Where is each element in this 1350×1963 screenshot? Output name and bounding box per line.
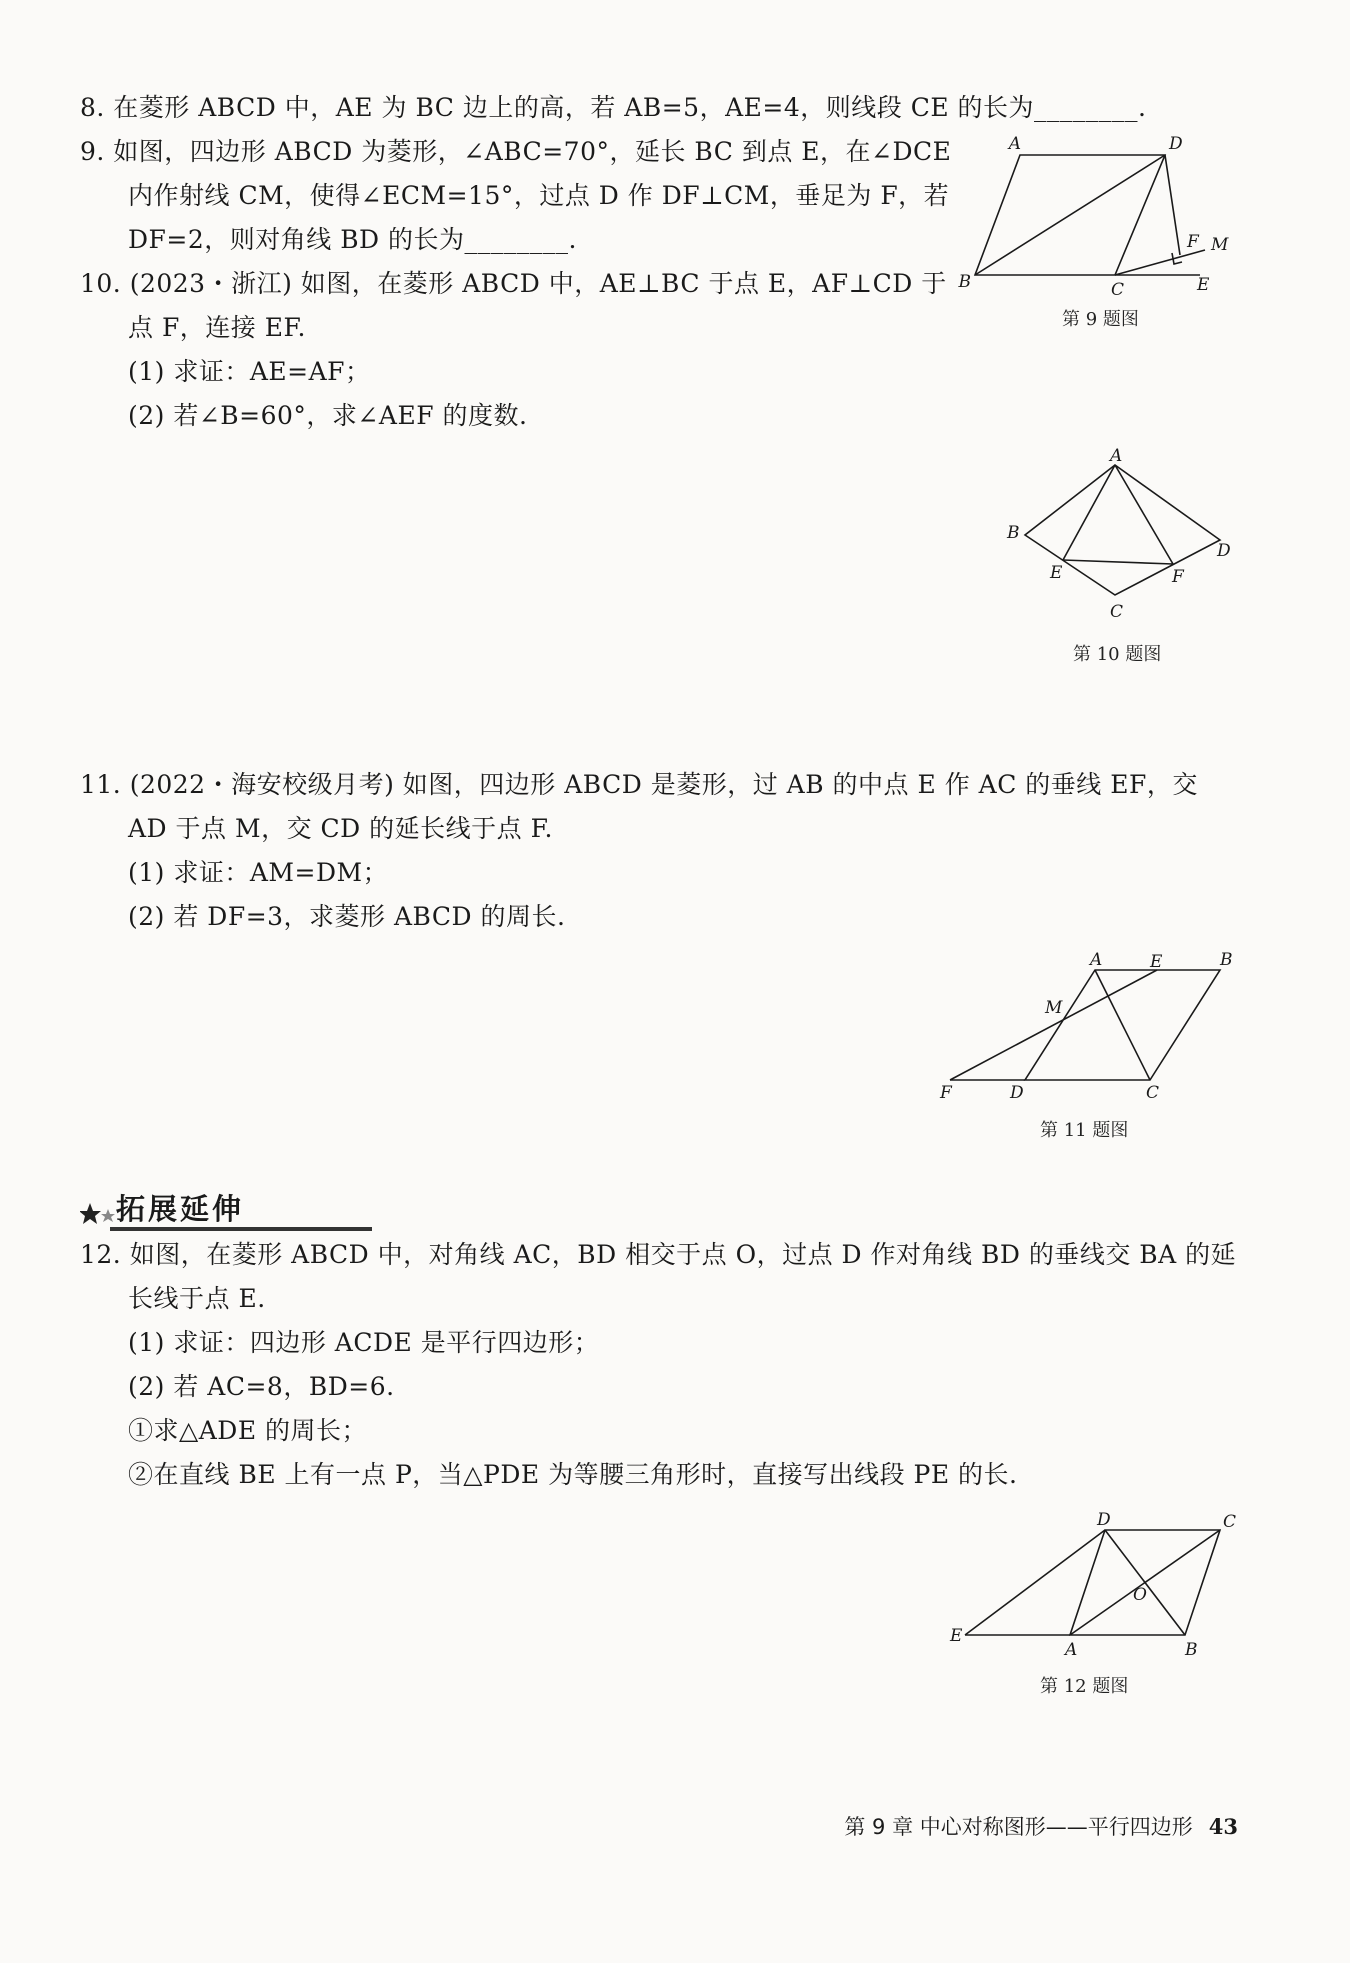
problem-11-part-1: (1) 求证：AM=DM； [128,858,389,887]
figure-9 [958,134,1235,300]
chapter-title: 第 9 章 中心对称图形——平行四边形 [844,1815,1193,1839]
fig9-label-c: C [1111,280,1125,300]
fig10-segment-ef [1063,560,1173,564]
fig10-label-f: F [1172,567,1184,587]
problem-8-line-1: 8. 在菱形 ABCD 中，AE 为 BC 边上的高，若 AB=5，AE=4，则线段 CE 的长为________. [80,93,1147,122]
fig10-label-e: E [1050,563,1063,583]
problem-11-line-2: AD 于点 M，交 CD 的延长线于点 F. [128,814,554,843]
fig11-label-b: B [1220,950,1233,970]
fig12-label-b: B [1185,1640,1198,1660]
fig12-label-e: E [950,1626,963,1646]
fig11-label-m: M [1045,998,1063,1018]
problem-11-line-1: 11. (2022・海安校级月考) 如图，四边形 ABCD 是菱形，过 AB 的中点 E 作 AC 的垂线 EF，交 [80,770,1198,799]
fig9-label-e: E [1197,275,1210,295]
page-footer [844,1811,1238,1841]
problem-9-line-1: 9. 如图，四边形 ABCD 为菱形，∠ABC=70°，延长 BC 到点 E，在∠DCE [80,137,952,166]
problem-12-part-1: (1) 求证：四边形 ACDE 是平行四边形； [128,1328,600,1357]
figure-11-caption: 第 11 题图 [1040,1120,1129,1141]
fig12-segment-ed [965,1530,1105,1635]
figure-10 [1000,446,1240,622]
fig11-line-ef [950,970,1157,1080]
problem-10-line-2: 点 F，连接 EF. [128,313,306,342]
problem-12-line-1: 12. 如图，在菱形 ABCD 中，对角线 AC，BD 相交于点 O，过点 D 作对角线 BD 的垂线交 BA 的延 [80,1240,1237,1269]
fig12-diagonal-bd [1105,1530,1185,1635]
problem-12-part-2-2: ②在直线 BE 上有一点 P，当△PDE 为等腰三角形时，直接写出线段 PE 的长. [128,1460,1018,1489]
fig11-label-a: A [1090,950,1103,970]
fig9-diagonal-bd [975,155,1165,275]
fig9-label-m: M [1211,235,1229,255]
fig10-segment-af [1115,465,1173,564]
problem-10-part-1: (1) 求证：AE=AF； [128,357,371,386]
problem-12-part-2-1: ①求△ADE 的周长； [128,1416,368,1445]
problem-10-line-1: 10. (2023・浙江) 如图，在菱形 ABCD 中，AE⊥BC 于点 E，AF⊥CD 于 [80,269,947,298]
problem-12-line-2: 长线于点 E. [128,1284,266,1313]
problem-9-line-2: 内作射线 CM，使得∠ECM=15°，过点 D 作 DF⊥CM，垂足为 F，若 [128,181,950,210]
fig11-label-f: F [940,1083,952,1103]
fig10-label-c: C [1110,602,1124,622]
fig9-label-f: F [1187,232,1199,252]
fig11-label-c: C [1146,1083,1160,1103]
fig11-label-d: D [1010,1083,1024,1103]
fig12-label-d: D [1097,1510,1111,1530]
fig11-label-e: E [1150,952,1163,972]
section-title: 拓展延伸 [116,1192,245,1226]
figure-11 [940,950,1240,1103]
fig10-label-d: D [1217,541,1231,561]
fig9-perp-df [1165,155,1180,255]
problem-10-part-2: (2) 若∠B=60°，求∠AEF 的度数. [128,401,528,430]
problem-9-line-3: DF=2，则对角线 BD 的长为________. [128,225,577,254]
fig9-label-d: D [1169,134,1183,154]
figure-10-caption: 第 10 题图 [1073,644,1162,665]
problem-12-part-2: (2) 若 AC=8，BD=6. [128,1372,395,1401]
fig12-label-o: O [1133,1585,1147,1605]
figure-12-caption: 第 12 题图 [1040,1676,1129,1697]
figure-12 [950,1510,1237,1660]
fig10-label-b: B [1007,523,1020,543]
fig10-label-a: A [1110,446,1123,466]
fig9-label-b: B [958,272,971,292]
fig10-segment-ae [1063,465,1115,560]
fig9-label-a: A [1008,134,1021,154]
problem-11-part-2: (2) 若 DF=3，求菱形 ABCD 的周长. [128,902,566,931]
fig12-label-a: A [1065,1640,1078,1660]
section-underline [110,1227,372,1231]
page-number: 43 [1208,1814,1238,1839]
fig12-label-c: C [1223,1512,1237,1532]
fig9-ray-cm [1115,250,1205,275]
figure-9-caption: 第 9 题图 [1062,309,1139,330]
fig11-diagonal-ac [1095,970,1150,1080]
